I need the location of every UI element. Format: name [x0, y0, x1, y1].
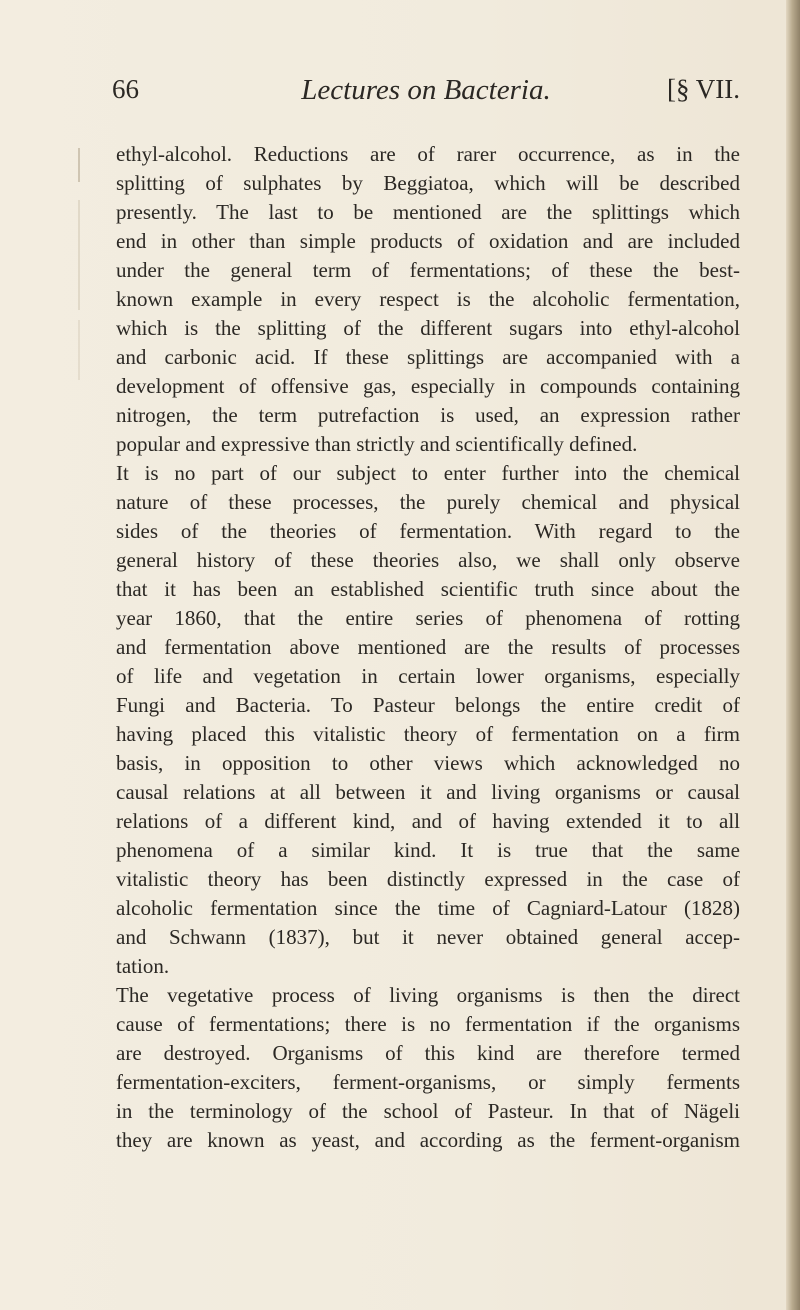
- text-line: relations of a different kind, and of having extended it to all: [116, 809, 740, 833]
- text-line: that it has been an established scientific truth since about the: [116, 577, 740, 601]
- body-text: [116, 140, 740, 1155]
- text-line: of life and vegetation in certain lower organisms, especially: [116, 664, 740, 688]
- text-line: having placed this vitalistic theory of fermentation on a firm: [116, 722, 740, 746]
- text-line: basis, in opposition to other views which acknowledged no: [116, 751, 740, 775]
- page-edge-shadow: [786, 0, 800, 1310]
- text-line: are destroyed. Organisms of this kind are therefore termed: [116, 1041, 740, 1065]
- text-line: tation.: [116, 954, 170, 978]
- page-number: 66: [112, 74, 139, 104]
- text-line: splitting of sulphates by Beggiatoa, which will be described: [116, 171, 740, 195]
- text-line: and Schwann (1837), but it never obtained general accep-: [116, 925, 740, 949]
- margin-pencil-mark: [78, 148, 80, 182]
- text-line: which is the splitting of the different sugars into ethyl-alcohol: [116, 316, 740, 340]
- text-line: and fermentation above mentioned are the results of processes: [116, 635, 740, 659]
- page-header: [112, 74, 740, 118]
- paragraph-first-line: It is no part of our subject to enter further into the chemical: [116, 461, 740, 485]
- text-line: general history of these theories also, we shall only observe: [116, 548, 740, 572]
- text-line: development of offensive gas, especially in compounds containing: [116, 374, 740, 398]
- text-line: year 1860, that the entire series of phenomena of rotting: [116, 606, 740, 630]
- text-line: presently. The last to be mentioned are the splittings which: [116, 200, 740, 224]
- text-line: Fungi and Bacteria. To Pasteur belongs the entire credit of: [116, 693, 740, 717]
- text-line: end in other than simple products of oxidation and are included: [116, 229, 740, 253]
- text-line: fermentation-exciters, ferment-organisms, or simply ferments: [116, 1070, 740, 1094]
- text-line: causal relations at all between it and living organisms or causal: [116, 780, 740, 804]
- text-line: nitrogen, the term putrefaction is used, an expression rather: [116, 403, 740, 427]
- text-line: in the terminology of the school of Pasteur. In that of Nägeli: [116, 1099, 740, 1123]
- margin-pencil-mark: [78, 200, 80, 310]
- text-line: alcoholic fermentation since the time of Cagniard-Latour (1828): [116, 896, 740, 920]
- text-line: nature of these processes, the purely chemical and physical: [116, 490, 740, 514]
- section-reference: [§ VII.: [667, 74, 740, 104]
- text-line: vitalistic theory has been distinctly expressed in the case of: [116, 867, 740, 891]
- text-line: ethyl-alcohol. Reductions are of rarer occurrence, as in the: [116, 142, 740, 166]
- text-line: cause of fermentations; there is no fermentation if the organisms: [116, 1012, 740, 1036]
- text-line: under the general term of fermentations; of these the best-: [116, 258, 740, 282]
- text-line: popular and expressive than strictly and scientifically defined.: [116, 432, 638, 456]
- text-line: known example in every respect is the alcoholic fermentation,: [116, 287, 740, 311]
- running-title: Lectures on Bacteria.: [301, 74, 551, 106]
- text-line: sides of the theories of fermentation. With regard to the: [116, 519, 740, 543]
- text-line: and carbonic acid. If these splittings are accompanied with a: [116, 345, 740, 369]
- text-line: they are known as yeast, and according as the ferment-organism: [116, 1128, 740, 1152]
- margin-pencil-mark: [78, 320, 80, 380]
- paragraph-first-line: The vegetative process of living organisms is then the direct: [116, 983, 740, 1007]
- text-line: phenomena of a similar kind. It is true that the same: [116, 838, 740, 862]
